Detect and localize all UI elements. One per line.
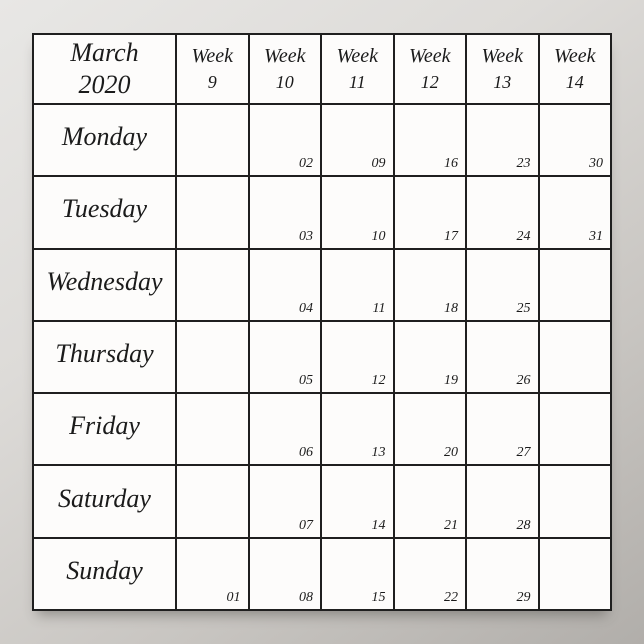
year-label: 2020 [78,70,131,99]
date-cell: 30 [540,105,611,175]
week-label: Week [554,45,596,67]
date-cell [540,322,611,392]
date-cell: 24 [467,177,538,247]
date-cell: 25 [467,250,538,320]
week-header-14 [540,35,611,103]
date-cell [177,322,248,392]
date-cell: 14 [322,466,393,536]
week-label: Week [481,45,523,67]
date-cell: 28 [467,466,538,536]
date-cell: 03 [250,177,321,247]
date-cell: 12 [322,322,393,392]
date-cell [177,250,248,320]
day-label-thursday [34,322,175,392]
calendar-table [32,33,612,611]
date-cell: 20 [395,394,466,464]
date-cell: 27 [467,394,538,464]
date-cell [177,394,248,464]
date-cell [177,177,248,247]
date-cell: 23 [467,105,538,175]
week-number: 11 [348,72,366,92]
week-number: 14 [565,72,584,92]
date-cell: 29 [467,539,538,609]
week-header-11 [322,35,393,103]
day-label: Wednesday [46,266,163,296]
date-cell: 09 [322,105,393,175]
week-header-9 [177,35,248,103]
week-number: 10 [275,72,294,92]
day-label: Friday [69,411,140,441]
date-cell [177,105,248,175]
day-label-monday [34,105,175,175]
day-label-tuesday [34,177,175,247]
week-header-12 [395,35,466,103]
date-cell: 19 [395,322,466,392]
date-cell: 21 [395,466,466,536]
date-cell: 07 [250,466,321,536]
day-label: Saturday [58,483,151,513]
date-cell: 11 [322,250,393,320]
week-number: 12 [420,72,439,92]
day-label-friday [34,394,175,464]
date-cell: 18 [395,250,466,320]
day-label-sunday [34,539,175,609]
date-cell [540,394,611,464]
week-label: Week [336,45,378,67]
date-cell: 26 [467,322,538,392]
date-cell: 22 [395,539,466,609]
week-number: 13 [493,72,512,92]
month-title: March [70,38,139,67]
date-cell: 31 [540,177,611,247]
day-label: Thursday [55,338,154,368]
date-cell: 08 [250,539,321,609]
date-cell: 10 [322,177,393,247]
day-label: Sunday [66,555,143,585]
date-cell: 02 [250,105,321,175]
date-cell: 16 [395,105,466,175]
week-number: 9 [207,72,217,92]
day-label-wednesday [34,250,175,320]
week-label: Week [191,45,233,67]
day-label: Tuesday [61,194,148,224]
date-cell: 15 [322,539,393,609]
week-label: Week [264,45,306,67]
week-header-13 [467,35,538,103]
week-label: Week [409,45,451,67]
date-cell: 04 [250,250,321,320]
date-cell: 06 [250,394,321,464]
date-cell [177,466,248,536]
date-cell: 01 [177,539,248,609]
date-cell [540,539,611,609]
date-cell: 13 [322,394,393,464]
date-cell: 17 [395,177,466,247]
day-label-saturday [34,466,175,536]
week-header-10 [250,35,321,103]
date-cell [540,250,611,320]
day-label: Monday [61,122,148,152]
month-year-cell [34,35,175,103]
date-cell: 05 [250,322,321,392]
date-cell [540,466,611,536]
